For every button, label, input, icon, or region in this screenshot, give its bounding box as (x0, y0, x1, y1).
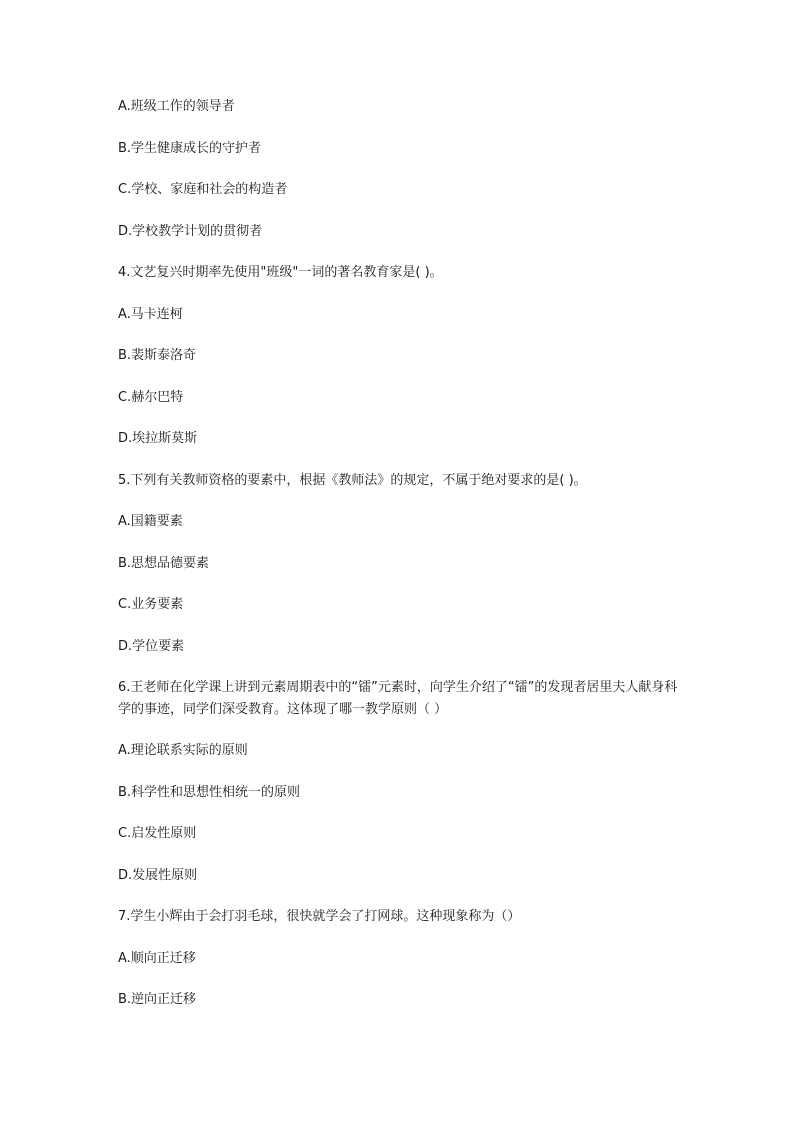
question-6: 6.王老师在化学课上讲到元素周期表中的“镭”元素时，向学生介绍了“镭”的发现者居里夫人献身科学的事迹，同学们深受教育。这体现了哪一教学原则（ ） (118, 680, 678, 717)
option-c-q4: C.赫尔巴特 (118, 390, 184, 405)
option-b-q4: B.裴斯泰洛奇 (118, 348, 197, 363)
option-b-q6: B.科学性和思想性相统一的原则 (118, 785, 301, 800)
option-d-q3: D.学校教学计划的贯彻者 (118, 224, 263, 239)
option-c-q6: C.启发性原则 (118, 826, 197, 841)
option-d-q5: D.学位要素 (118, 639, 185, 654)
option-a-q3: A.班级工作的领导者 (118, 99, 235, 114)
option-b-q7: B.逆向正迁移 (118, 992, 197, 1007)
option-b-q3: B.学生健康成长的守护者 (118, 141, 262, 156)
option-c-q3: C.学校、家庭和社会的构造者 (118, 182, 288, 197)
option-d-q4: D.埃拉斯莫斯 (118, 431, 198, 446)
option-a-q4: A.马卡连柯 (118, 307, 183, 322)
option-a-q6: A.理论联系实际的原则 (118, 743, 248, 758)
option-a-q7: A.顺向正迁移 (118, 951, 196, 966)
option-c-q5: C.业务要素 (118, 597, 184, 612)
option-a-q5: A.国籍要素 (118, 514, 183, 529)
question-4: 4.文艺复兴时期率先使用"班级"一词的著名教育家是( )。 (118, 265, 443, 280)
option-b-q5: B.思想品德要素 (118, 556, 210, 571)
question-5: 5.下列有关教师资格的要素中，根据《教师法》的规定，不属于绝对要求的是( )。 (118, 473, 587, 488)
question-7: 7.学生小辉由于会打羽毛球，很快就学会了打网球。这种现象称为（） (118, 909, 521, 924)
option-d-q6: D.发展性原则 (118, 868, 198, 883)
